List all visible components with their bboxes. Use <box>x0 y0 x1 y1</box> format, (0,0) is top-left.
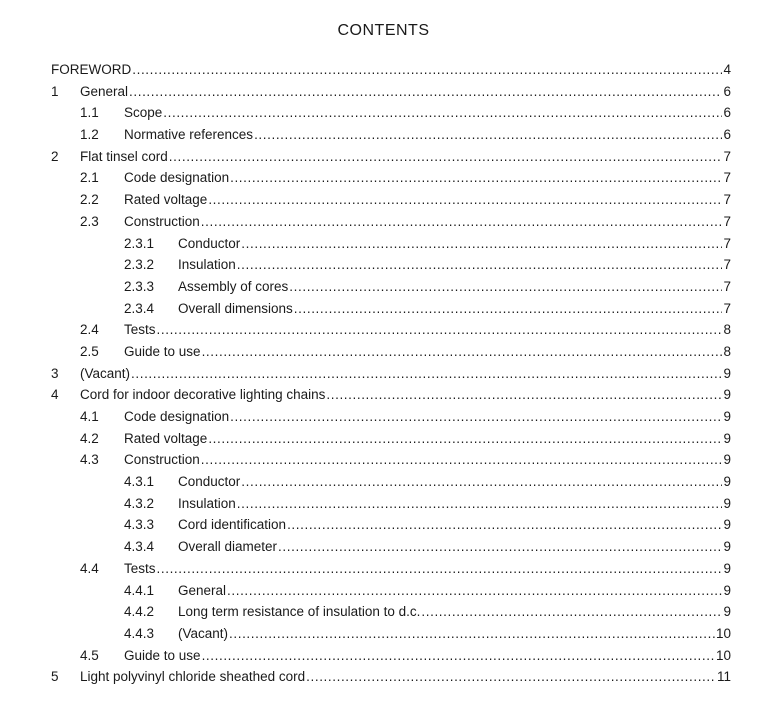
toc-entry-page-number: 7 <box>723 192 731 208</box>
toc-entry-number: 5 <box>51 669 59 685</box>
toc-entry-page-number: 4 <box>723 62 731 77</box>
toc-leader-dots <box>229 623 715 645</box>
toc-entry-number: 2 <box>51 148 59 164</box>
toc-entry-5[interactable] <box>51 666 731 688</box>
toc-entry-4-1[interactable] <box>51 406 731 428</box>
toc-entry-number: 1 <box>51 83 59 99</box>
toc-entry-4-3-1[interactable] <box>51 471 731 493</box>
toc-entry-2-3-4[interactable] <box>51 298 731 320</box>
toc-leader-dots <box>208 189 722 211</box>
toc-entry-label: Code designation <box>124 409 230 424</box>
toc-leader-dots <box>230 167 722 189</box>
toc-leader-dots <box>241 471 722 493</box>
toc-leader-dots <box>289 276 722 298</box>
toc-entry-number: 4.4.3 <box>124 625 155 641</box>
toc-entry-number: 4.4.1 <box>124 582 155 598</box>
toc-entry-page-number: 7 <box>723 170 731 186</box>
toc-entry-page-number: 9 <box>723 474 731 490</box>
toc-entry-1-1[interactable] <box>51 102 731 124</box>
toc-leader-dots <box>287 514 722 536</box>
toc-entry-label: Insulation <box>178 495 236 511</box>
toc-entry-4-3-3[interactable] <box>51 514 731 536</box>
toc-entry-4-3[interactable] <box>51 449 731 471</box>
toc-entry-label: Long term resistance of insulation to d.c. <box>178 604 421 620</box>
toc-entry-label: Light polyvinyl chloride sheathed cord <box>80 669 306 685</box>
toc-entry-page-number: 10 <box>715 647 731 663</box>
toc-entry-4[interactable] <box>51 384 731 406</box>
toc-entry-page-number: 6 <box>723 83 731 99</box>
toc-leader-dots <box>237 254 723 276</box>
toc-entry-label: General <box>178 582 227 598</box>
toc-entry-label: Code designation <box>124 170 230 186</box>
toc-entry-4-4-2[interactable] <box>51 601 731 623</box>
toc-entry-number: 2.4 <box>80 322 99 338</box>
toc-leader-dots <box>201 211 723 233</box>
toc-entry-label: Conductor <box>178 235 241 251</box>
toc-entry-label: Construction <box>124 452 200 468</box>
toc-entry-label: Conductor <box>178 474 241 490</box>
toc-entry-number: 4.3.1 <box>124 474 155 490</box>
toc-entry-2-3-2[interactable] <box>51 254 731 276</box>
toc-leader-dots <box>157 558 723 580</box>
toc-leader-dots <box>202 341 723 363</box>
toc-entry-page-number: 9 <box>723 517 731 533</box>
toc-entry-number: 4.1 <box>80 409 99 424</box>
toc-entry-label: Insulation <box>178 257 236 273</box>
toc-entry-1[interactable] <box>51 81 731 103</box>
toc-entry-page-number: 9 <box>723 560 731 576</box>
toc-entry-label: Assembly of cores <box>178 278 289 294</box>
toc-entry-label: FOREWORD <box>51 62 132 77</box>
table-of-contents <box>51 59 731 688</box>
toc-entry-number: 4.2 <box>80 430 99 446</box>
toc-entry-number: 2.3 <box>80 213 99 229</box>
toc-entry-label: Rated voltage <box>124 430 208 446</box>
toc-entry-page-number: 8 <box>723 343 731 359</box>
toc-entry-number: 2.5 <box>80 343 99 359</box>
toc-entry-4-3-2[interactable] <box>51 493 731 515</box>
toc-entry-page-number: 6 <box>723 127 731 143</box>
toc-entry-label: General <box>80 83 129 99</box>
toc-entry-page-number: 7 <box>723 235 731 251</box>
toc-leader-dots <box>421 601 722 623</box>
toc-entry-page-number: 10 <box>715 625 731 641</box>
toc-entry-foreword[interactable] <box>51 59 731 81</box>
toc-leader-dots <box>157 319 723 341</box>
toc-leader-dots <box>131 363 722 385</box>
toc-entry-2-3[interactable] <box>51 211 731 233</box>
toc-entry-page-number: 9 <box>723 452 731 468</box>
toc-leader-dots <box>227 580 722 602</box>
toc-leader-dots <box>278 536 722 558</box>
toc-entry-label: (Vacant) <box>80 365 131 381</box>
toc-entry-label: (Vacant) <box>178 625 229 641</box>
toc-entry-number: 1.1 <box>80 105 99 121</box>
toc-leader-dots <box>132 59 722 81</box>
toc-entry-label: Scope <box>124 105 163 121</box>
toc-entry-label: Guide to use <box>124 647 201 663</box>
toc-entry-number: 4.4 <box>80 560 99 576</box>
toc-entry-4-4[interactable] <box>51 558 731 580</box>
toc-entry-page-number: 11 <box>716 669 731 685</box>
toc-entry-page-number: 6 <box>723 105 731 121</box>
toc-entry-label: Cord for indoor decorative lighting chains <box>80 387 326 403</box>
toc-entry-page-number: 9 <box>723 365 731 381</box>
toc-entry-page-number: 9 <box>723 387 731 403</box>
toc-entry-label: Rated voltage <box>124 192 208 208</box>
toc-entry-label: Overall diameter <box>178 539 278 555</box>
toc-entry-page-number: 7 <box>723 148 731 164</box>
toc-entry-4-4-3[interactable] <box>51 623 731 645</box>
toc-entry-label: Overall dimensions <box>178 300 293 316</box>
toc-entry-label: Guide to use <box>124 343 201 359</box>
toc-entry-4-5[interactable] <box>51 645 731 667</box>
toc-entry-label: Normative references <box>124 127 254 143</box>
toc-entry-page-number: 9 <box>723 430 731 446</box>
toc-entry-4-2[interactable] <box>51 428 731 450</box>
toc-leader-dots <box>241 233 722 255</box>
toc-entry-2-4[interactable] <box>51 319 731 341</box>
toc-leader-dots <box>201 449 723 471</box>
toc-leader-dots <box>129 81 722 103</box>
toc-entry-4-4-1[interactable] <box>51 580 731 602</box>
toc-entry-2-1[interactable] <box>51 167 731 189</box>
toc-entry-label: Tests <box>124 322 156 338</box>
toc-entry-page-number: 8 <box>723 322 731 338</box>
toc-entry-number: 4.4.2 <box>124 604 155 620</box>
toc-leader-dots <box>202 645 715 667</box>
toc-entry-2-3-1[interactable] <box>51 233 731 255</box>
toc-entry-page-number: 9 <box>723 604 731 620</box>
toc-leader-dots <box>230 406 722 428</box>
toc-entry-page-number: 7 <box>723 278 731 294</box>
toc-entry-2[interactable] <box>51 146 731 168</box>
toc-entry-page-number: 9 <box>723 539 731 555</box>
toc-entry-number: 2.3.4 <box>124 300 155 316</box>
toc-entry-4-3-4[interactable] <box>51 536 731 558</box>
toc-entry-1-2[interactable] <box>51 124 731 146</box>
toc-entry-number: 4.5 <box>80 647 99 663</box>
toc-entry-2-3-3[interactable] <box>51 276 731 298</box>
toc-leader-dots <box>163 102 722 124</box>
toc-entry-label: Construction <box>124 213 200 229</box>
toc-leader-dots <box>306 666 716 688</box>
toc-entry-2-5[interactable] <box>51 341 731 363</box>
toc-entry-page-number: 7 <box>723 213 731 229</box>
toc-entry-number: 2.1 <box>80 170 99 186</box>
page-title: CONTENTS <box>337 22 430 39</box>
toc-leader-dots <box>169 146 723 168</box>
toc-entry-number: 2.3.3 <box>124 278 155 294</box>
toc-entry-number: 2.3.2 <box>124 257 155 273</box>
toc-leader-dots <box>294 298 723 320</box>
toc-leader-dots <box>237 493 723 515</box>
toc-entry-page-number: 9 <box>723 409 731 424</box>
toc-entry-page-number: 7 <box>723 257 731 273</box>
toc-entry-number: 2.2 <box>80 192 99 208</box>
toc-entry-number: 1.2 <box>80 127 99 143</box>
toc-entry-page-number: 9 <box>723 495 731 511</box>
toc-leader-dots <box>254 124 722 146</box>
toc-entry-number: 4 <box>51 387 59 403</box>
toc-entry-number: 4.3.4 <box>124 539 155 555</box>
toc-leader-dots <box>208 428 722 450</box>
toc-entry-number: 4.3 <box>80 452 99 468</box>
toc-entry-label: Flat tinsel cord <box>80 148 168 164</box>
toc-entry-number: 4.3.2 <box>124 495 155 511</box>
toc-leader-dots <box>326 384 722 406</box>
toc-entry-3[interactable] <box>51 363 731 385</box>
toc-entry-page-number: 7 <box>723 300 731 316</box>
toc-entry-number: 2.3.1 <box>124 235 155 251</box>
toc-entry-page-number: 9 <box>723 582 731 598</box>
toc-entry-2-2[interactable] <box>51 189 731 211</box>
toc-entry-number: 3 <box>51 365 59 381</box>
toc-entry-label: Cord identification <box>178 517 287 533</box>
toc-entry-number: 4.3.3 <box>124 517 155 533</box>
toc-entry-label: Tests <box>124 560 156 576</box>
